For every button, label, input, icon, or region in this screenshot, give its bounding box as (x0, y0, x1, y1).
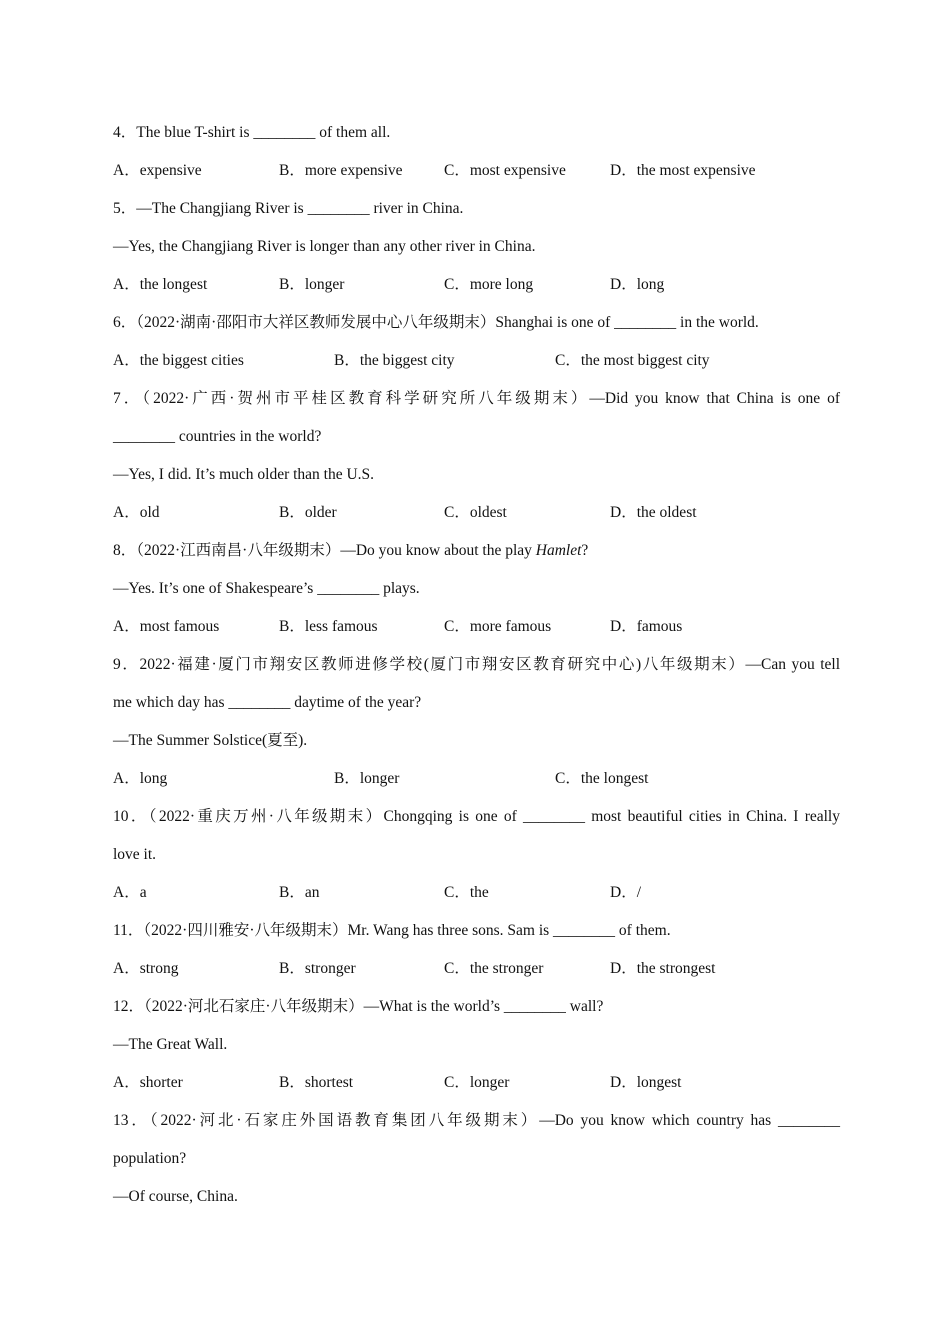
option-a: A．old (113, 504, 160, 521)
question-7-options (113, 501, 840, 525)
option-a: A．long (113, 770, 168, 787)
option-b: B．shortest (279, 1074, 354, 1091)
question-8-stem-end: ? (581, 542, 589, 559)
question-4-stem: 4．The blue T-shirt is ________ of them all. (113, 124, 391, 141)
option-b: B．longer (279, 276, 345, 293)
question-8-stem-text: 8．（2022·江西南昌·八年级期末）—Do you know about the play (113, 542, 536, 559)
question-4-options (113, 159, 840, 183)
question-5-options (113, 273, 840, 297)
question-9-dialogue: —The Summer Solstice(夏至). (113, 732, 308, 749)
option-a: A．shorter (113, 1074, 183, 1091)
question-11-options (113, 957, 840, 981)
option-a: A．most famous (113, 618, 220, 635)
question-12-options (113, 1071, 840, 1095)
question-9-stem: 9．2022·福建·厦门市翔安区教师进修学校(厦门市翔安区教育研究中心)八年级期末）—Can you tell (113, 656, 840, 673)
option-b: B．the biggest city (334, 352, 455, 369)
option-d: D．longest (610, 1074, 682, 1091)
question-9-options (113, 767, 840, 791)
option-d: D．famous (610, 618, 683, 635)
option-a: A．the biggest cities (113, 352, 244, 369)
question-11-stem: 11．（2022·四川雅安·八年级期末）Mr. Wang has three sons. Sam is ________ of them. (113, 922, 671, 939)
option-d: D．the strongest (610, 960, 716, 977)
option-a: A．the longest (113, 276, 208, 293)
option-c: C．most expensive (444, 162, 566, 179)
option-d: D．the oldest (610, 504, 697, 521)
option-b: B．more expensive (279, 162, 403, 179)
option-c: C．the most biggest city (555, 352, 710, 369)
question-10-stem: 10．（2022·重庆万州·八年级期末）Chongqing is one of ________ most beautiful cities in China. I really (113, 808, 840, 825)
option-c: C．the longest (555, 770, 649, 787)
question-12-dialogue: —The Great Wall. (113, 1036, 228, 1053)
question-12-stem: 12．（2022·河北石家庄·八年级期末）—What is the world’s ________ wall? (113, 998, 604, 1015)
option-c: C．more long (444, 276, 534, 293)
option-c: C．oldest (444, 504, 507, 521)
option-c: C．more famous (444, 618, 552, 635)
question-7-stem: 7．（2022·广西·贺州市平桂区教育科学研究所八年级期末）—Did you know that China is one of (113, 390, 840, 407)
option-d: D．long (610, 276, 665, 293)
option-a: A．a (113, 884, 147, 901)
option-b: B．less famous (279, 618, 378, 635)
option-c: C．the stronger (444, 960, 544, 977)
question-5-stem: 5．—The Changjiang River is ________ river in China. (113, 200, 464, 217)
option-b: B．stronger (279, 960, 356, 977)
option-b: B．an (279, 884, 320, 901)
option-b: B．older (279, 504, 337, 521)
option-c: C．the (444, 884, 489, 901)
question-7-stem-continued: ________ countries in the world? (113, 428, 322, 445)
option-a: A．strong (113, 960, 179, 977)
question-13-dialogue: —Of course, China. (113, 1188, 238, 1205)
question-5-dialogue: —Yes, the Changjiang River is longer than any other river in China. (113, 238, 536, 255)
question-8-options (113, 615, 840, 639)
question-8-dialogue: —Yes. It’s one of Shakespeare’s ________ plays. (113, 580, 420, 597)
question-13-stem: 13．（2022·河北·石家庄外国语教育集团八年级期末）—Do you know which country has ________ (113, 1112, 840, 1129)
question-7-dialogue: —Yes, I did. It’s much older than the U.S. (113, 466, 375, 483)
option-b: B．longer (334, 770, 400, 787)
question-10-options (113, 881, 840, 905)
option-d: D．/ (610, 884, 642, 901)
question-6-stem: 6．（2022·湖南·邵阳市大祥区教师发展中心八年级期末）Shanghai is one of ________ in the world. (113, 314, 759, 331)
option-a: A．expensive (113, 162, 202, 179)
question-6-options (113, 349, 840, 373)
question-8-stem (113, 539, 840, 563)
option-d: D．the most expensive (610, 162, 756, 179)
question-13-stem-continued: population? (113, 1150, 187, 1167)
question-10-stem-continued: love it. (113, 846, 157, 863)
play-title: Hamlet (535, 542, 582, 559)
option-c: C．longer (444, 1074, 510, 1091)
question-9-stem-continued: me which day has ________ daytime of the year? (113, 694, 422, 711)
